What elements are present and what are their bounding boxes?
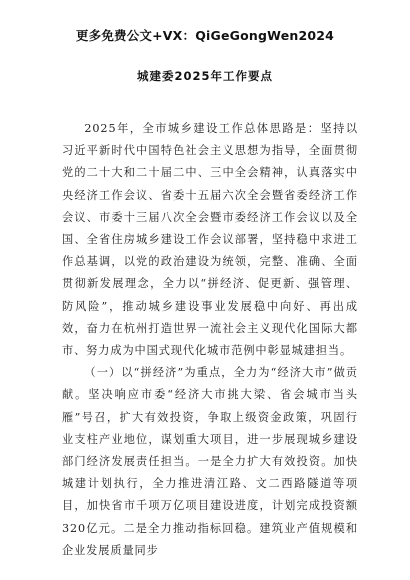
paragraph-overview: 2025年，全市城乡建设工作总体思路是：坚持以习近平新时代中国特色社会主义思想为指导，全面贯彻党的二十大和二十届二中、三中全会精神，认真落实中央经济工作会议、省委十五届六次全会暨省委经济工作会议、市委十三届八次全会暨市委经济工作会议以及全国、全省住房城乡建设工作会议部署，坚持稳中求进工作总基调，以党的政治建设为统领，完整、准确、全面贯彻新发展理念，全力以“拼经济、促更新、强管理、防风险”，推动城乡建设事业发展稳中向好、再出成效，奋力在杭州打造世界一流社会主义现代化国际大都市、努力成为中国式现代化城市范例中彰显城建担当。: [62, 122, 358, 358]
document-title: 城建委2025年工作要点: [136, 69, 273, 83]
header-watermark: 更多免费公文+VX：QiGeGongWen2024: [75, 28, 335, 43]
document-body: [62, 118, 358, 562]
paragraph-section-one: （一）以“拼经济”为重点，全力为“经济大市”做贡献。坚决响应市委“经济大市挑大梁、省会城市当头雁”号召，扩大有效投资，争取上级资金政策，巩固行业支柱产业地位，谋划重大项目，进一步展现城乡建设部门经济发展责任担当。一是全力扩大有效投资。加快城建计划执行，全力推进清江路、文二西路隧道等项目，加快省市千项万亿项目建设进度，计划完成投资额320亿元。二是全力推动指标回稳。建筑业产值规模和企业发展质量同步: [62, 366, 358, 557]
